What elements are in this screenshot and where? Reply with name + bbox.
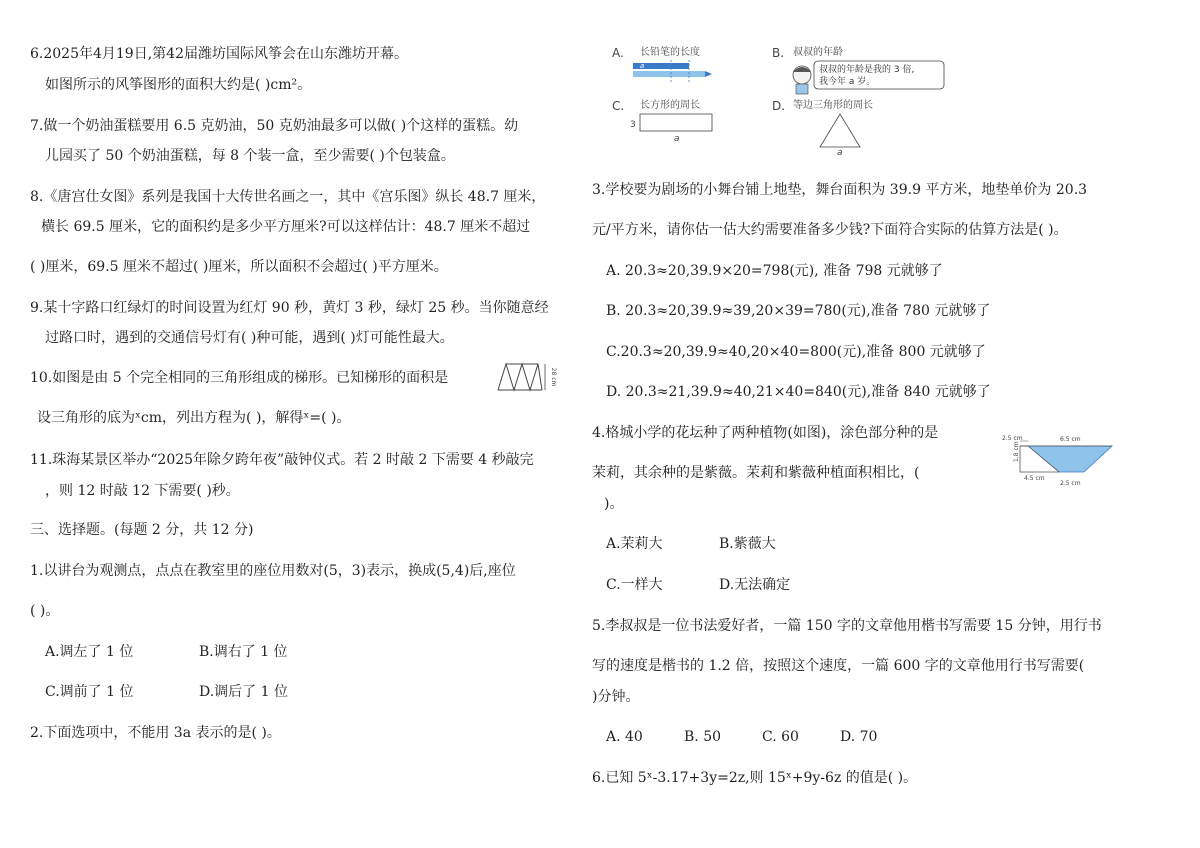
q8-line2: 横长 69.5 厘米，它的面积约是多少平方厘米?可以这样估计：48.7 厘米不超过: [41, 219, 531, 235]
c3-line1: 3.学校要为剧场的小舞台铺上地垫，舞台面积为 39.9 平方米，地垫单价为 20.3: [592, 182, 1088, 198]
c3-option-b: B. 20.3≈20,39.9≈39,20×39=780(元),准备 780 元就够了: [606, 303, 991, 319]
option-b-label: B.: [772, 46, 785, 60]
trapezoid-figure: [494, 360, 560, 394]
label-bottom-right: 2.5 cm: [1060, 480, 1081, 487]
option-a-label: A.: [612, 46, 624, 60]
q8-line3: ( )厘米，69.5 厘米不超过( )厘米，所以面积不会超过( )平方厘米。: [30, 259, 448, 275]
q11-line1: 11.珠海某景区举办“2025年除夕跨年夜”敲钟仪式。若 2 时敲 2 下需要 4 秒敲完: [30, 452, 534, 468]
c2-options-figure: [600, 38, 960, 156]
c5-line1: 5.李叔叔是一位书法爱好者，一篇 150 字的文章他用楷书写需要 15 分钟，用行书: [592, 618, 1102, 634]
c3-option-a: A. 20.3≈20,39.9×20=798(元), 准备 798 元就够了: [606, 263, 943, 279]
option-c-var: a: [674, 134, 680, 144]
option-c-side: 3: [630, 120, 636, 130]
option-a-var: a: [640, 62, 645, 70]
c4-line3: )。: [604, 496, 624, 512]
option-a-title: 长铅笔的长度: [640, 47, 700, 58]
c1-option-a: A.调左了 1 位: [45, 644, 134, 660]
c6-line1: 6.已知 5ˣ-3.17+3y=2z,则 15ˣ+9y-6z 的值是( )。: [592, 770, 918, 786]
label-top-left: 2.5 cm: [1002, 435, 1023, 442]
pencil-tip: [705, 71, 712, 77]
c1-option-b: B.调右了 1 位: [199, 644, 288, 660]
rectangle-shape: [640, 114, 712, 131]
q7-line1: 7.做一个奶油蛋糕要用 6.5 克奶油，50 克奶油最多可以做( )个这样的蛋糕。幼: [30, 118, 519, 134]
q11-line2: ，则 12 时敲 12 下需要( )秒。: [45, 483, 240, 499]
c5-option-c: C. 60: [762, 729, 799, 745]
c1-line1: 1.以讲台为观测点，点点在教室里的座位用数对(5，3)表示，换成(5,4)后,座位: [30, 563, 516, 579]
c1-line2: ( )。: [30, 603, 60, 619]
c3-option-d: D. 20.3≈21,39.9≈40,21×40=840(元),准备 840 元就够了: [606, 384, 991, 400]
c2-line1: 2.下面选项中，不能用 3a 表示的是( )。: [30, 725, 281, 741]
c3-line2: 元/平方米，请你估一估大约需要准备多少钱?下面符合实际的估算方法是( )。: [592, 222, 1068, 238]
c1-option-d: D.调后了 1 位: [199, 684, 288, 700]
c4-option-b: B.紫薇大: [719, 536, 776, 552]
label-top-right: 6.5 cm: [1060, 436, 1081, 443]
c4-option-d: D.无法确定: [719, 577, 791, 593]
q10-line2: 设三角形的底为ˣcm，列出方程为( )，解得ˣ=( )。: [37, 410, 351, 426]
c4-option-a: A.茉莉大: [606, 536, 663, 552]
q6-line2: 如图所示的风筝图形的面积大约是( )cm²。: [45, 77, 312, 93]
q7-line2: 儿园买了 50 个奶油蛋糕，每 8 个装一盒，至少需要( )个包装盒。: [45, 148, 455, 164]
triangle-shape: [820, 114, 860, 147]
section-3-heading: 三、选择题。(每题 2 分，共 12 分): [30, 522, 254, 538]
label-height: 1.8 cm: [1013, 441, 1020, 462]
c5-option-a: A. 40: [606, 729, 643, 745]
trapezoid-height-label: 28 cm: [550, 367, 557, 387]
speech-line-2: 我今年 a 岁。: [819, 77, 876, 87]
option-d-label: D.: [772, 99, 786, 113]
c5-option-b: B. 50: [684, 729, 722, 745]
q9-line1: 9.某十字路口红绿灯的时间设置为红灯 90 秒，黄灯 3 秒，绿灯 25 秒。当你随意经: [30, 300, 549, 316]
pencil-long: [633, 71, 705, 77]
c3-option-c: C.20.3≈20,39.9≈40,20×40=800(元),准备 800 元就够了: [606, 344, 986, 360]
label-bottom-left: 4.5 cm: [1024, 475, 1045, 482]
flowerbed-figure: [1000, 432, 1120, 490]
option-d-var: a: [837, 148, 843, 156]
c5-option-d: D. 70: [840, 729, 878, 745]
q9-line2: 过路口时，遇到的交通信号灯有( )种可能，遇到( )灯可能性最大。: [45, 330, 454, 346]
option-b-title: 叔叔的年龄: [793, 47, 843, 58]
c5-line3: )分钟。: [592, 689, 640, 705]
q6-line1: 6.2025年4月19日,第42届潍坊国际风筝会在山东潍坊开幕。: [30, 46, 408, 62]
c1-option-c: C.调前了 1 位: [45, 684, 134, 700]
child-hair: [793, 67, 811, 72]
c4-line1: 4.格城小学的花坛种了两种植物(如图)，涂色部分种的是: [592, 425, 939, 441]
option-c-label: C.: [612, 99, 625, 113]
option-d-title: 等边三角形的周长: [793, 100, 873, 111]
c4-line2: 茉莉，其余种的是紫薇。茉莉和紫薇种植面积相比，(: [592, 465, 920, 481]
option-c-title: 长方形的周长: [640, 100, 700, 111]
q8-line1: 8.《唐宫仕女图》系列是我国十大传世名画之一，其中《宫乐图》纵长 48.7 厘米，: [30, 189, 546, 205]
q10-line1: 10.如图是由 5 个完全相同的三角形组成的梯形。已知梯形的面积是: [30, 370, 449, 386]
speech-line-1: 叔叔的年龄是我的 3 倍,: [819, 65, 915, 75]
c4-option-c: C.一样大: [606, 577, 663, 593]
c5-line2: 写的速度是楷书的 1.2 倍，按照这个速度，一篇 600 字的文章他用行书写需要(: [592, 658, 1085, 674]
